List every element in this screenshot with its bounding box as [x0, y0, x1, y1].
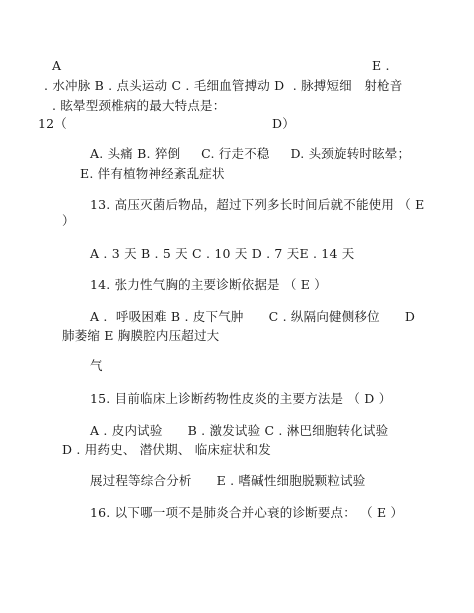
options-14-cont: 肺萎缩 E 胸膜腔内压超过大 — [62, 328, 220, 343]
text-line: 12（ — [38, 116, 68, 131]
text-line: . 眩晕型颈椎病的最大特点是： — [52, 98, 226, 113]
question-14: 14. 张力性气胸的主要诊断依据是 （ E ） — [90, 277, 327, 292]
text-line: D） — [272, 116, 295, 131]
question-16: 16. 以下哪一项不是肺炎合并心衰的诊断要点： （ E ） — [90, 505, 404, 520]
text-line: E . — [372, 58, 390, 73]
text-line: A — [52, 58, 62, 73]
question-15: 15. 目前临床上诊断药物性皮炎的主要方法是 （ D ） — [90, 391, 392, 406]
text-line: ） — [62, 213, 75, 228]
text-line: A. 头痛 B. 猝倒 C. 行走不稳 D. 头颈旋转时眩晕； — [90, 146, 411, 161]
options-15-cont: D . 用药史、 潜伏期、 临床症状和发 — [62, 442, 271, 457]
options-13: A . 3 天 B . 5 天 C . 10 天 D . 7 天E . 14 天 — [90, 246, 355, 261]
text-line: 气 — [90, 358, 103, 373]
text-line: E. 伴有植物神经紊乱症状 — [80, 166, 225, 181]
options-15: A . 皮内试验 B . 激发试验 C . 淋巴细胞转化试验 — [90, 423, 389, 438]
options-15-cont: 展过程等综合分析 E . 嗜碱性细胞脱颗粒试验 — [90, 473, 366, 488]
question-13: 13. 高压灭菌后物品，超过下列多长时间后就不能使用 （ E — [90, 197, 425, 212]
text-line: . 水冲脉 B . 点头运动 C . 毛细血管搏动 D . 脉搏短细 射枪音 — [44, 78, 403, 93]
options-14: A . 呼吸困难 B . 皮下气肿 C . 纵隔向健侧移位 D — [90, 309, 416, 324]
